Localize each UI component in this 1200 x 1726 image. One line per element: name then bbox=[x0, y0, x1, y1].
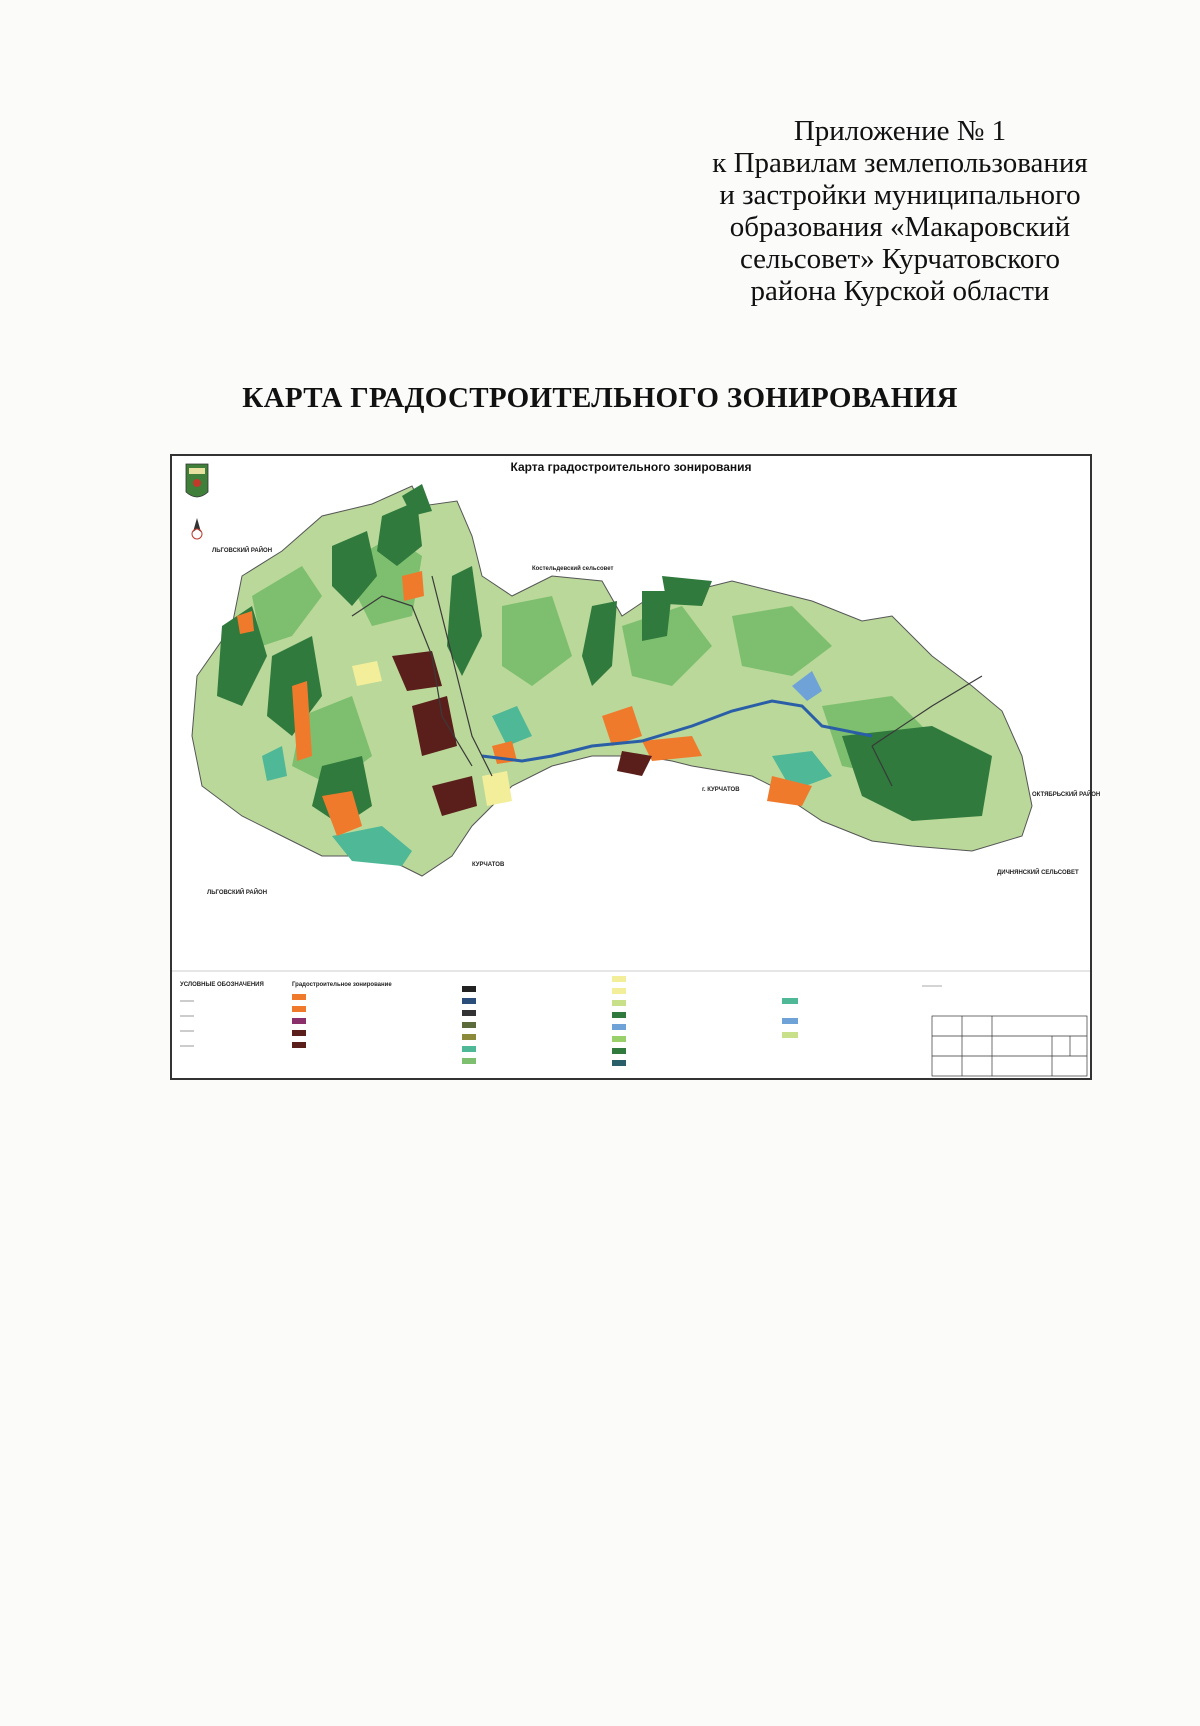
appendix-header bbox=[680, 115, 1120, 307]
appendix-line: сельсовет» Курчатовского bbox=[739, 243, 1061, 275]
title-block-stamp bbox=[932, 1016, 1087, 1076]
map-label: ОКТЯБРЬСКИЙ РАЙОН bbox=[1032, 792, 1101, 798]
map-label: ЛЬГОВСКИЙ РАЙОН bbox=[207, 890, 268, 896]
appendix-line: образования «Макаровский bbox=[729, 211, 1071, 243]
appendix-line: к Правилам землепользования bbox=[712, 147, 1088, 179]
north-arrow-icon bbox=[192, 518, 202, 539]
zoning-legend-title: Градостроительное зонирование bbox=[292, 982, 392, 988]
page-title: КАРТА ГРАДОСТРОИТЕЛЬНОГО ЗОНИРОВАНИЯ bbox=[242, 382, 958, 414]
map-heading: Карта градостроительного зонирования bbox=[510, 460, 752, 474]
map-label: г. КУРЧАТОВ bbox=[702, 787, 740, 793]
appendix-line: района Курской области bbox=[750, 275, 1050, 307]
zoning-map bbox=[170, 454, 1101, 1080]
legend-title: УСЛОВНЫЕ ОБОЗНАЧЕНИЯ bbox=[180, 982, 264, 988]
appendix-line: и застройки муниципального bbox=[719, 179, 1081, 211]
map-label: КУРЧАТОВ bbox=[472, 862, 505, 868]
map-label: ЛЬГОВСКИЙ РАЙОН bbox=[212, 548, 273, 554]
zoning-map-drawing bbox=[172, 456, 1101, 1078]
map-label: ДИЧНЯНСКИЙ СЕЛЬСОВЕТ bbox=[997, 870, 1079, 876]
appendix-line: Приложение № 1 bbox=[793, 115, 1007, 147]
map-label: Костельдевский сельсовет bbox=[532, 566, 614, 572]
legend-swatches bbox=[292, 976, 798, 1066]
